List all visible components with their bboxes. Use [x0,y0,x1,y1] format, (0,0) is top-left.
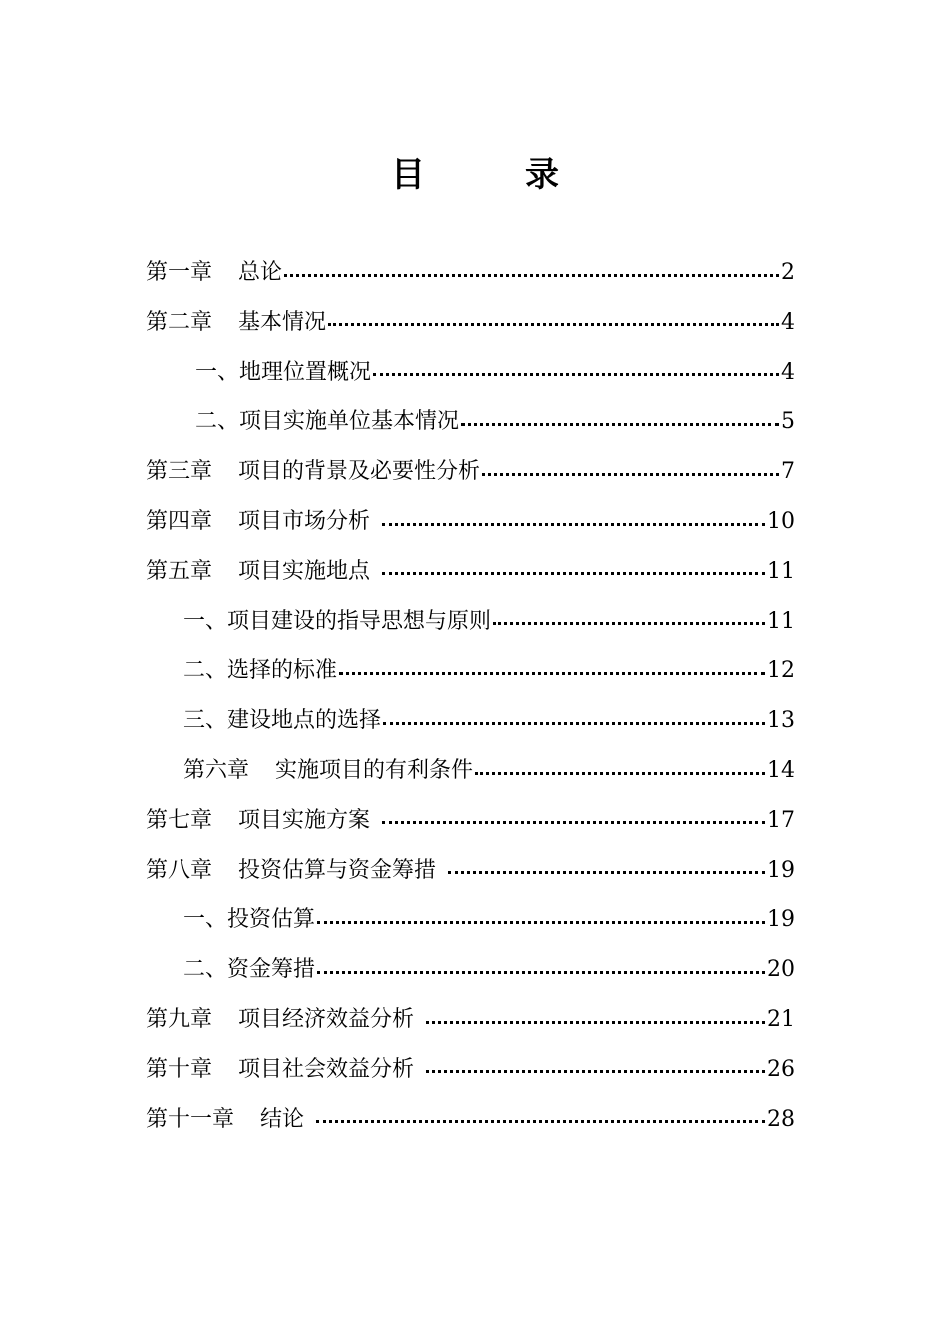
toc-entry-label [183,696,381,746]
toc-entry[interactable] [146,1045,795,1095]
toc-page-number: 14 [767,758,795,783]
toc-entry-label [146,497,370,547]
toc-entry-label [195,397,459,447]
toc-dot-leader [382,821,765,824]
toc-chapter-number: 第一章 [146,260,213,285]
page-title [0,150,950,200]
toc-entry-label [183,895,315,945]
toc-entry-title: 项目的背景及必要性分析 [238,459,481,485]
toc-entry-label [183,646,337,696]
toc-entry-label [183,597,491,647]
toc-chapter-number: 第八章 [146,857,213,883]
toc-entry-label [146,846,436,896]
toc-chapter-number: 第七章 [146,807,213,833]
toc-dot-leader [373,373,779,376]
toc-chapter-number: 第三章 [146,459,213,485]
toc-page-number: 10 [767,509,795,534]
toc-entry-title: 项目实施方案 [238,807,371,833]
toc-entry-label [195,348,371,398]
toc-entry-label [146,1095,304,1145]
toc-entry-title: 一、项目建设的指导思想与原则 [183,608,492,634]
toc-entry[interactable] [183,597,795,647]
toc-chapter-number: 第二章 [146,309,213,335]
page-title-left: 目 [391,155,425,195]
toc-dot-leader [317,921,765,924]
toc-entry-title: 项目实施地点 [238,558,371,584]
toc-chapter-number: 第十章 [146,1056,213,1082]
toc-entry[interactable] [183,895,795,945]
toc-page-number: 26 [767,1056,795,1082]
toc-entry-label [146,796,370,846]
toc-page-number: 19 [767,857,795,883]
toc-entry[interactable] [146,846,795,896]
toc-dot-leader [382,523,765,526]
toc-entry[interactable] [195,348,795,398]
toc-page-number: 2 [781,260,795,285]
toc-page-number: 13 [767,708,795,734]
toc-entry-title: 三、建设地点的选择 [183,708,382,734]
toc-page-number: 4 [781,309,795,335]
toc-page-number: 28 [767,1106,795,1132]
toc-entry-title: 一、地理位置概况 [195,359,372,385]
toc-entry-title: 一、投资估算 [183,907,316,933]
toc-entry-title: 投资估算与资金筹措 [238,857,437,883]
toc-dot-leader [448,871,765,874]
toc-dot-leader [383,722,765,725]
toc-page-number: 5 [781,409,795,435]
toc-entry-label [183,746,473,796]
toc-entry-title: 二、资金筹措 [183,957,316,983]
toc-entry-label [146,995,414,1045]
toc-dot-leader [426,1070,765,1073]
toc-entry-title: 项目市场分析 [238,509,371,534]
toc-entry[interactable] [146,497,795,547]
toc-entry-label [146,547,370,597]
toc-entry-title: 实施项目的有利条件 [275,758,474,783]
toc-entry-label [146,298,326,348]
toc-page-number: 17 [767,807,795,833]
toc-dot-leader [482,473,779,476]
toc-dot-leader [493,622,765,625]
toc-entry-title: 二、项目实施单位基本情况 [195,409,460,435]
toc-dot-leader [317,971,765,974]
toc-page-number: 20 [767,957,795,983]
toc-entry-title: 总论 [238,260,283,285]
toc-page-number: 7 [781,459,795,485]
toc-chapter-number: 第九章 [146,1007,213,1032]
toc-entry-title: 基本情况 [238,309,327,335]
toc-entry-title: 项目社会效益分析 [238,1056,415,1082]
toc-page-number: 11 [767,608,795,634]
toc-dot-leader [339,672,765,675]
toc-entry[interactable] [183,746,795,796]
toc-page-number: 21 [767,1007,795,1032]
toc-entry-label [146,248,282,298]
toc-chapter-number: 第十一章 [146,1106,235,1132]
toc-entry-label [183,945,315,995]
toc-entry-label [146,1045,414,1095]
toc-chapter-number: 第四章 [146,509,213,534]
toc-entry-title: 项目经济效益分析 [238,1007,415,1032]
toc-page-number: 4 [781,359,795,385]
toc-dot-leader [284,274,779,277]
toc-chapter-number: 第六章 [183,758,250,783]
toc-entry-label [146,447,480,497]
toc-dot-leader [382,572,765,575]
page-title-right: 录 [525,155,559,195]
toc-entry[interactable] [146,796,795,846]
toc-page-number: 12 [767,658,795,684]
toc-entry[interactable] [146,995,795,1045]
toc-entry[interactable] [183,945,795,995]
toc-page-number: 19 [767,907,795,933]
toc-entry[interactable] [183,696,795,746]
toc-dot-leader [426,1021,765,1024]
toc-entry[interactable] [183,646,795,696]
toc-entry-title: 结论 [260,1106,305,1132]
toc-entry[interactable] [146,547,795,597]
toc-chapter-number: 第五章 [146,558,213,584]
toc-dot-leader [316,1120,765,1123]
toc-entry[interactable] [146,1095,795,1145]
toc-entry[interactable] [195,397,795,447]
toc-entry[interactable] [146,248,795,298]
toc-page-number: 11 [767,558,795,584]
toc-entry-title: 二、选择的标准 [183,658,338,684]
toc-dot-leader [328,323,779,326]
toc-dot-leader [461,423,779,426]
toc-dot-leader [475,772,765,775]
toc-entry[interactable] [146,298,795,348]
toc-entry[interactable] [146,447,795,497]
